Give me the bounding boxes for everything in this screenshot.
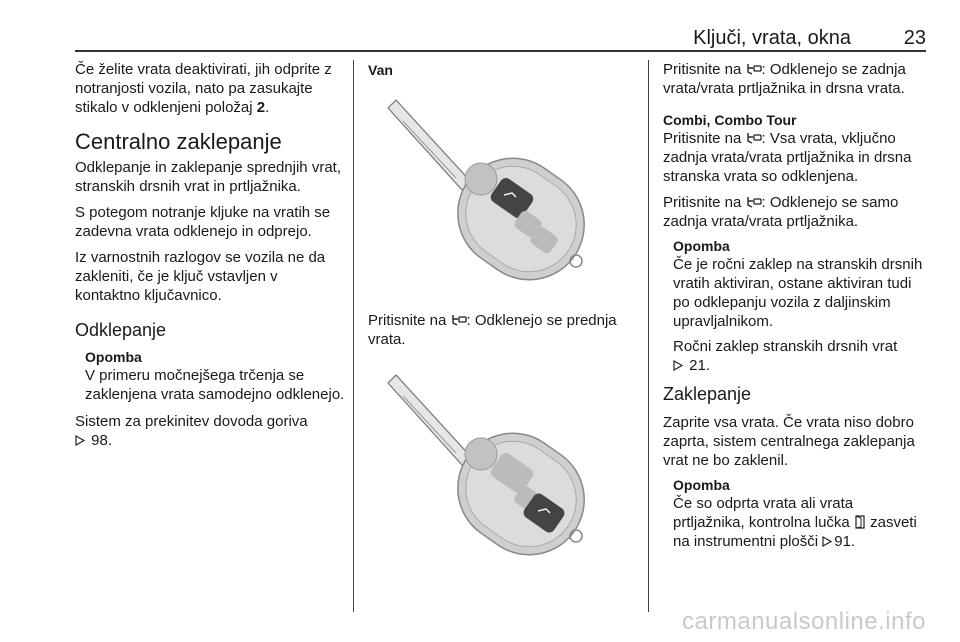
paragraph: S potegom notranje kljuke na vratih se zadevna vrata odklenejo in odprejo.	[75, 204, 331, 240]
note-title: Opomba	[673, 238, 730, 254]
intro-paragraph: Če želite vrata deaktivirati, jih odprite z notranjosti vozila, nato pa zasukajte stikalo v odklenjeni položaj 2.	[75, 61, 332, 116]
paragraph: Odklepanje in zaklepanje sprednjih vrat, stranskih drsnih vrat in prtljažnika.	[75, 159, 341, 195]
page-title: Ključi, vrata, okna	[693, 27, 851, 49]
instruction-text: Pritisnite na : Odklenejo se prednja vrata.	[368, 312, 617, 348]
heading-central-locking: Centralno zaklepanje	[75, 129, 282, 154]
page-header	[75, 22, 926, 52]
unlock-front-icon	[451, 314, 467, 326]
column-right	[663, 60, 928, 559]
paragraph: Sistem za prekinitev dovoda goriva 98.	[75, 413, 308, 449]
page-number: 23	[903, 27, 926, 49]
note-text: Ročni zaklep stranskih drsnih vrat 21.	[673, 338, 898, 374]
van-label: Van	[368, 62, 393, 78]
note-box	[673, 477, 928, 551]
reference-arrow-icon	[822, 536, 832, 547]
door-open-warning-icon	[854, 515, 866, 529]
note-box	[673, 238, 928, 375]
note-title: Opomba	[673, 477, 730, 493]
note-text: Če je ročni zaklep na stranskih drsnih vratih aktiviran, ostane aktiviran tudi po odklepanju vozila z daljinskim upravljalnikom.	[673, 256, 923, 330]
paragraph: Zaprite vsa vrata. Če vrata niso dobro zaprta, sistem centralnega zaklepanja vrat ne bo zaklenil.	[663, 414, 915, 469]
reference-arrow-icon	[75, 435, 85, 446]
note-box	[85, 349, 345, 404]
paragraph: Iz varnostnih razlogov se vozila ne da zakleniti, če je ključ vstavljen v kontaktno ključavnico.	[75, 249, 326, 304]
unlock-rear-icon	[746, 63, 762, 75]
instruction-text: Pritisnite na : Odklenejo se samo zadnja vrata/vrata prtljažnika.	[663, 194, 899, 230]
note-text: Če so odprta vrata ali vrata prtljažnika, kontrolna lučka zasveti na instrumentni plošči 91.	[673, 495, 917, 550]
unlock-all-icon	[746, 132, 762, 144]
unlock-rear-icon	[746, 196, 762, 208]
heading-locking: Zaklepanje	[663, 384, 752, 404]
key-fob-illustration-rear	[368, 361, 632, 568]
column-divider	[353, 60, 354, 612]
page-reference-link[interactable]: 98.	[91, 432, 113, 449]
note-text: V primeru močnejšega trčenja se zaklenjena vrata samodejno odklenejo.	[85, 367, 345, 403]
heading-unlocking: Odklepanje	[75, 320, 167, 340]
note-title: Opomba	[85, 349, 142, 365]
page-reference-link[interactable]: 91.	[834, 533, 856, 550]
page-reference-link[interactable]: 21.	[689, 357, 711, 374]
instruction-text: Pritisnite na : Vsa vrata, vključno zadnja vrata/vrata prtljažnika in drsna stranska vrata so odklenjena.	[663, 130, 912, 185]
column-middle	[368, 60, 632, 568]
header-divider	[75, 50, 926, 52]
column-divider	[648, 60, 649, 612]
instruction-text: Pritisnite na : Odklenejo se zadnja vrata/vrata prtljažnika in drsna vrata.	[663, 61, 906, 97]
watermark: carmanualsonline.info	[682, 608, 926, 635]
combi-label: Combi, Combo Tour	[663, 112, 797, 128]
reference-arrow-icon	[673, 360, 683, 371]
column-left	[75, 60, 345, 457]
key-fob-illustration-front	[368, 86, 632, 293]
